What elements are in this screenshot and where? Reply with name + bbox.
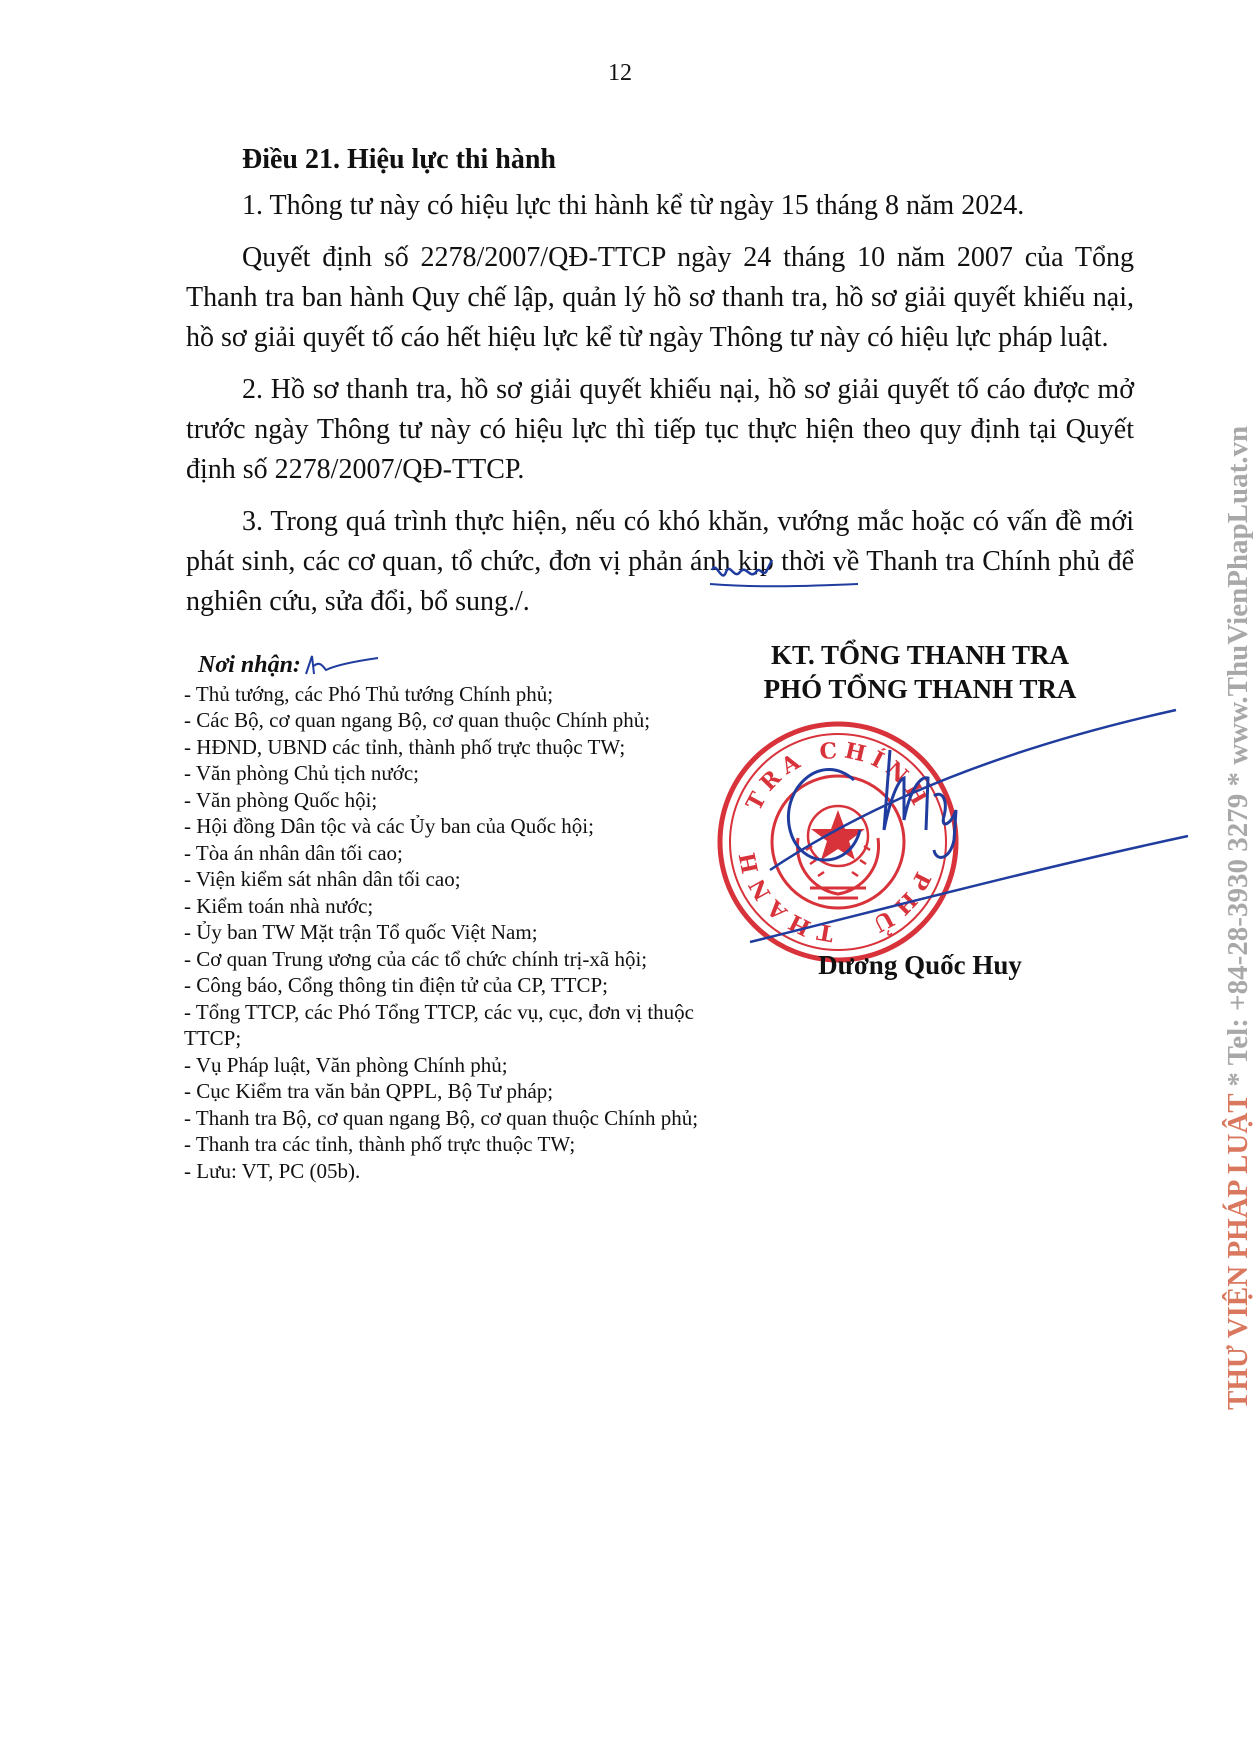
list-item: - Cơ quan Trung ương của các tổ chức chính trị-xã hội;	[184, 946, 648, 971]
article-paragraph: 2. Hồ sơ thanh tra, hồ sơ giải quyết khiếu nại, hồ sơ giải quyết tố cáo được mở trước ngày Thông tư này có hiệu lực thì tiếp tục thực hiện theo quy định tại Quyết định số 2278/2007/QĐ-TTCP.	[186, 374, 1134, 485]
list-item: - Thủ tướng, các Phó Thủ tướng Chính phủ;	[184, 681, 554, 706]
list-item: - Thanh tra các tỉnh, thành phố trực thuộc TW;	[184, 1132, 576, 1156]
list-item: - Viện kiểm sát nhân dân tối cao;	[184, 867, 461, 891]
signature-title-line: PHÓ TỔNG THANH TRA	[763, 674, 1077, 704]
article-title: Điều 21. Hiệu lực thi hành	[242, 144, 556, 175]
list-item: - Hội đồng Dân tộc và các Ủy ban của Quốc hội;	[184, 814, 594, 838]
recipients-list	[184, 681, 724, 1185]
list-item: - HĐND, UBND các tỉnh, thành phố trực thuộc TW;	[184, 734, 626, 759]
signer-name: Dương Quốc Huy	[818, 950, 1022, 980]
svg-text:TRA CHÍNH: TRA CHÍNH	[741, 737, 935, 815]
initial-mark	[700, 550, 860, 600]
recipients-title: Nơi nhận:	[198, 652, 301, 678]
svg-text:THANH: THANH	[733, 844, 836, 947]
list-item: - Lưu: VT, PC (05b).	[184, 1158, 361, 1183]
watermark-brand: THƯ VIỆN PHÁP LUẬT	[1222, 1093, 1254, 1410]
article-paragraph: 3. Trong quá trình thực hiện, nếu có khó khăn, vướng mắc hoặc có vấn đề mới phát sinh, các cơ quan, tổ chức, đơn vị phản ánh kịp thời về Thanh tra Chính phủ để nghiên cứu, sửa đổi, bổ sung./.	[186, 506, 1134, 617]
watermark-contact: * Tel: +84-28-3930 3279 * www.ThuVienPhapLuat.vn	[1222, 425, 1254, 1094]
watermark	[1222, 426, 1255, 1410]
list-item: - Văn phòng Quốc hội;	[184, 787, 378, 812]
article-paragraph: 1. Thông tư này có hiệu lực thi hành kể từ ngày 15 tháng 8 năm 2024.	[242, 190, 1025, 221]
page-number: 12	[608, 60, 632, 86]
list-item: - Văn phòng Chủ tịch nước;	[184, 761, 419, 785]
list-item: - Công báo, Cổng thông tin điện tử của CP, TTCP;	[184, 973, 608, 997]
article-paragraph: Quyết định số 2278/2007/QĐ-TTCP ngày 24 tháng 10 năm 2007 của Tổng Thanh tra ban hành Quy chế lập, quản lý hồ sơ thanh tra, hồ sơ giải quyết khiếu nại, hồ sơ giải quyết tố cáo hết hiệu lực kể từ ngày Thông tư này có hiệu lực pháp luật.	[186, 242, 1134, 353]
list-item: - Tổng TTCP, các Phó Tổng TTCP, các vụ, cục, đơn vị thuộc TTCP;	[184, 999, 694, 1050]
recipients-block	[184, 652, 724, 1184]
signature-title	[720, 638, 1120, 706]
handwritten-signature	[730, 720, 1190, 970]
signature-title-line: KT. TỔNG THANH TRA	[770, 640, 1070, 670]
list-item: - Ủy ban TW Mặt trận Tổ quốc Việt Nam;	[184, 920, 538, 944]
list-item: - Thanh tra Bộ, cơ quan ngang Bộ, cơ quan thuộc Chính phủ;	[184, 1105, 699, 1130]
list-item: - Vụ Pháp luật, Văn phòng Chính phủ;	[184, 1052, 508, 1077]
article-body	[186, 140, 1134, 634]
list-item: - Các Bộ, cơ quan ngang Bộ, cơ quan thuộc Chính phủ;	[184, 708, 651, 732]
svg-text:PHỦ: PHỦ	[863, 867, 936, 940]
list-item: - Tòa án nhân dân tối cao;	[184, 840, 403, 865]
list-item: - Kiểm toán nhà nước;	[184, 893, 374, 918]
list-item: - Cục Kiểm tra văn bản QPPL, Bộ Tư pháp;	[184, 1079, 554, 1103]
